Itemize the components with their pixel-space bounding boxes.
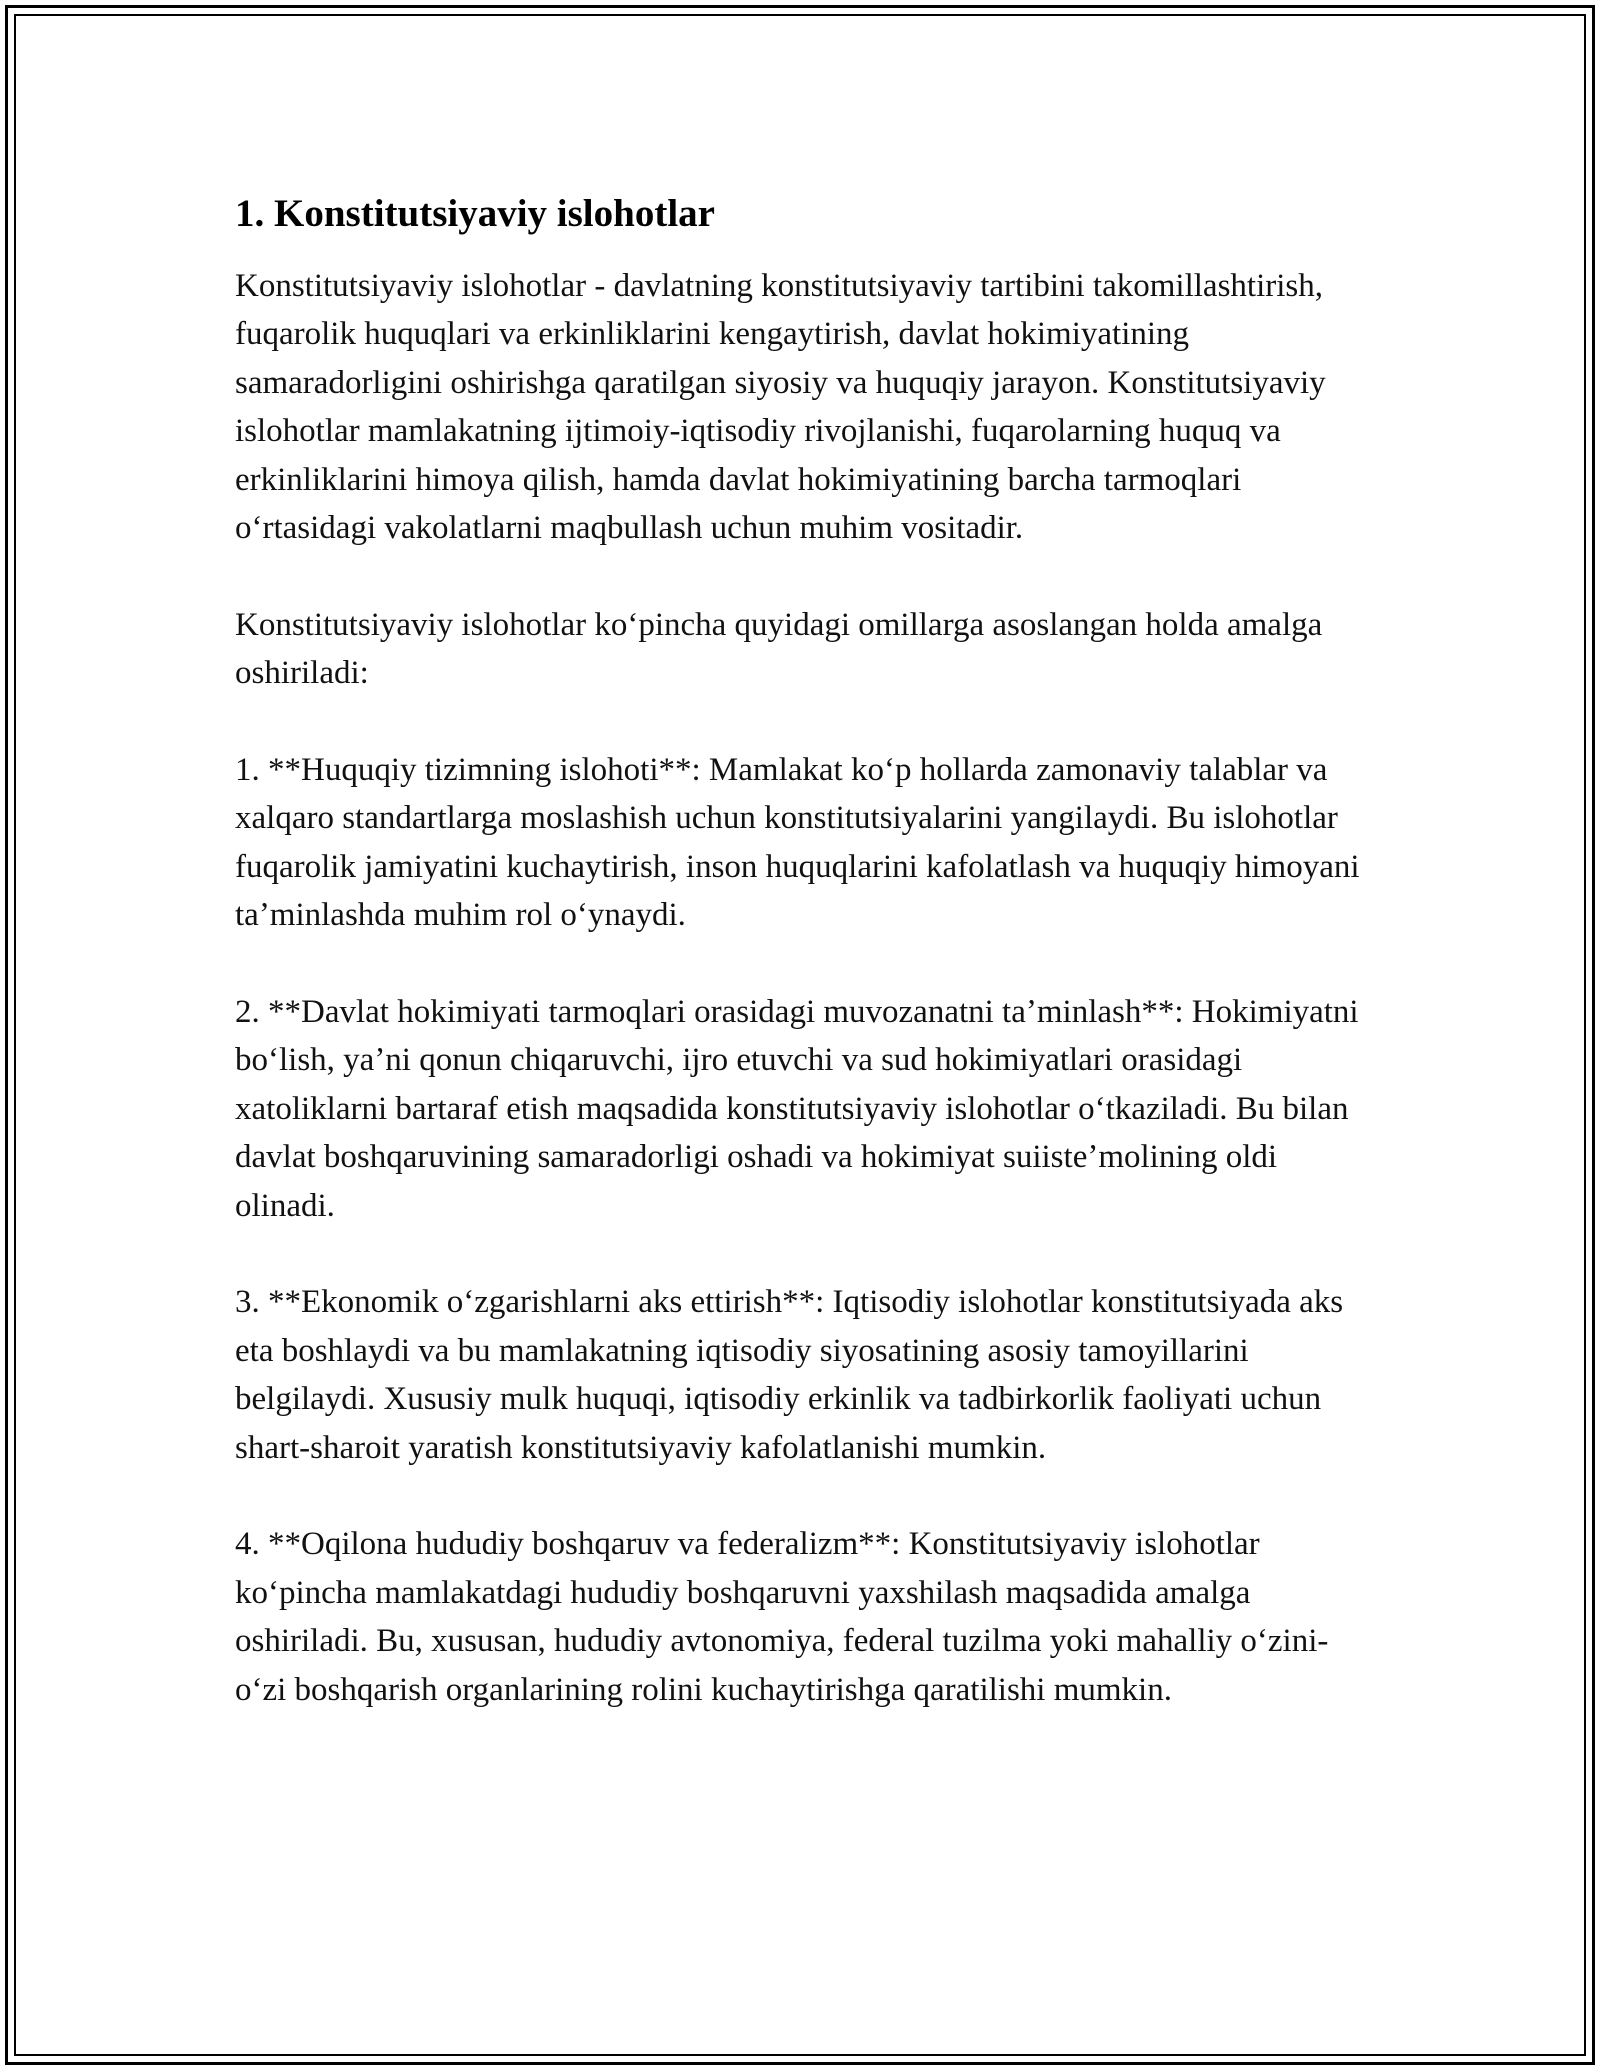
paragraph-intro: Konstitutsiyaviy islohotlar koʻpincha quyidagi omillarga asoslangan holda amalga oshiriladi: (235, 606, 1323, 692)
paragraph-item-1: 1. **Huquqiy tizimning islohoti**: Mamlakat koʻp hollarda zamonaviy talablar va xalqaro standartlarga moslashish uchun konstitutsiyalarini yangilaydi. Bu islohotlar fuqarolik jamiyatini kuchaytirish, inson huquqlarini kafolatlash va huquqiy himoyani taʼminlashda muhim rol oʻynaydi. (235, 752, 1360, 934)
section-heading: 1. Konstitutsiyaviy islohotlar (235, 192, 715, 235)
paragraph-definition: Konstitutsiyaviy islohotlar - davlatning konstitutsiyaviy tartibini takomillashtirish, fuqarolik huquqlari va erkinliklarini kengaytirish, davlat hokimiyatining samaradorligini oshirishga qaratilgan siyosiy va huquqiy jarayon. Konstitutsiyaviy islohotlar mamlakatning ijtimoiy-iqtisodiy rivojlanishi, fuqarolarning huquq va erkinliklarini himoya qilish, hamda davlat hokimiyatining barcha tarmoqlari oʻrtasidagi vakolatlarni maqbullash uchun muhim vositadir. (235, 268, 1326, 547)
document-body (235, 188, 1375, 1714)
paragraph-item-3: 3. **Ekonomik oʻzgarishlarni aks ettirish**: Iqtisodiy islohotlar konstitutsiyada aks eta boshlaydi va bu mamlakatning iqtisodiy siyosatining asosiy tamoyillarini belgilaydi. Xususiy mulk huquqi, iqtisodiy erkinlik va tadbirkorlik faoliyati uchun shart-sharoit yaratish konstitutsiyaviy kafolatlanishi mumkin. (235, 1284, 1344, 1466)
paragraph-item-4: 4. **Oqilona hududiy boshqaruv va federalizm**: Konstitutsiyaviy islohotlar koʻpincha mamlakatdagi hududiy boshqaruvni yaxshilash maqsadida amalga oshiriladi. Bu, xususan, hududiy avtonomiya, federal tuzilma yoki mahalliy oʻzini-oʻzi boshqarish organlarining rolini kuchaytirishga qaratilishi mumkin. (235, 1526, 1329, 1708)
paragraph-item-2: 2. **Davlat hokimiyati tarmoqlari orasidagi muvozanatni taʼminlash**: Hokimiyatni boʻlish, yaʼni qonun chiqaruvchi, ijro etuvchi va sud hokimiyatlari orasidagi xatoliklarni bartaraf etish maqsadida konstitutsiyaviy islohotlar oʻtkaziladi. Bu bilan davlat boshqaruvining samaradorligi oshadi va hokimiyat suiisteʼmolining oldi olinadi. (235, 994, 1359, 1224)
